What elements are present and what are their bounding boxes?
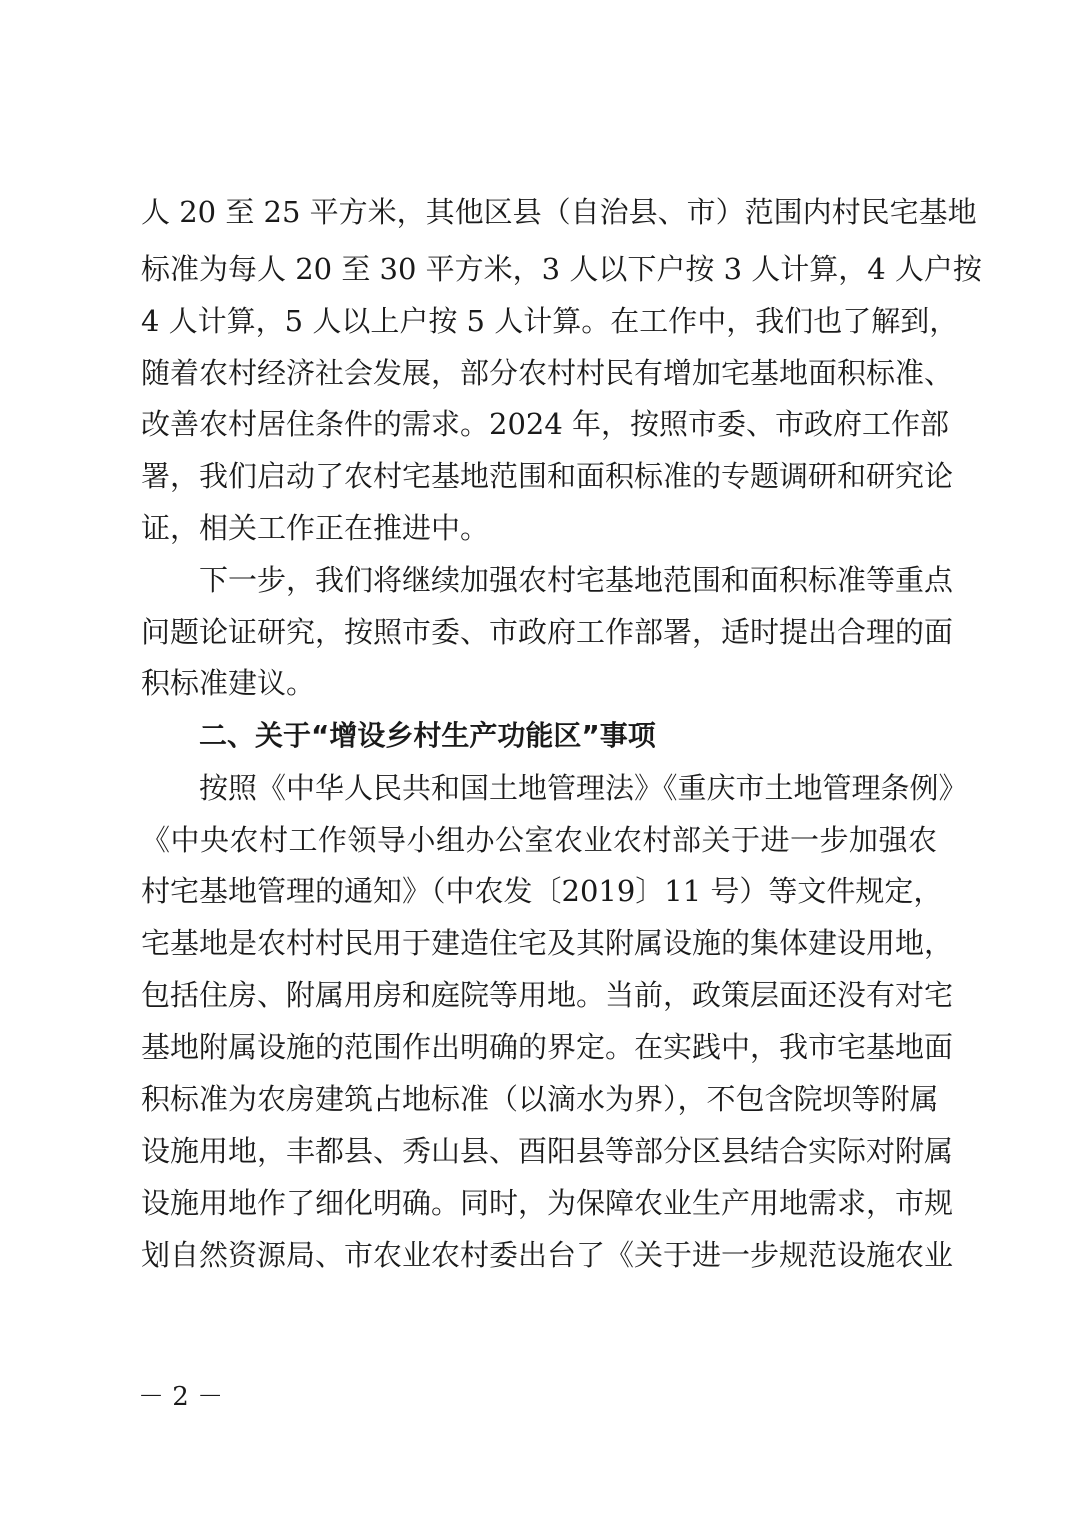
paragraph-start-line: 下一步，我们将继续加强农村宅基地范围和面积标准等重点 [199,563,954,597]
text-line: 积标准为农房建筑占地标准（以滴水为界），不包含院坝等附属 [141,1082,939,1116]
text-line: 署，我们启动了农村宅基地范围和面积标准的专题调研和研究论 [141,459,954,493]
text-line: 包括住房、附属用房和庭院等用地。当前，政策层面还没有对宅 [141,978,954,1012]
text-line: 人 20 至 25 平方米，其他区县（自治县、市）范围内村民宅基地 [141,195,977,229]
text-line: 《中央农村工作领导小组办公室农业农村部关于进一步加强农 [141,823,937,857]
text-line: 证，相关工作正在推进中。 [141,511,490,545]
text-line: 问题论证研究，按照市委、市政府工作部署，适时提出合理的面 [141,615,954,649]
text-line: 村宅基地管理的通知》（中农发〔2019〕11 号）等文件规定， [141,874,943,908]
text-line: 设施用地作了细化明确。同时，为保障农业生产用地需求，市规 [141,1186,954,1220]
text-line: 随着农村经济社会发展，部分农村村民有增加宅基地面积标准、 [141,356,954,390]
text-line: 划自然资源局、市农业农村委出台了《关于进一步规范设施农业 [141,1238,954,1272]
text-line: 4 人计算，5 人以上户按 5 人计算。在工作中，我们也了解到， [141,304,959,338]
text-line: 标准为每人 20 至 30 平方米，3 人以下户按 3 人计算，4 人户按 [141,252,982,286]
section-heading: 二、关于“增设乡村生产功能区”事项 [199,719,656,752]
page-number: － 2 － [138,1382,224,1412]
paragraph-start-line: 按照《中华人民共和国土地管理法》《重庆市土地管理条例》 [199,771,968,805]
text-line: 基地附属设施的范围作出明确的界定。在实践中，我市宅基地面 [141,1030,954,1064]
text-line: 设施用地，丰都县、秀山县、酉阳县等部分区县结合实际对附属 [141,1134,954,1168]
text-line: 积标准建议。 [141,666,316,700]
text-line: 宅基地是农村村民用于建造住宅及其附属设施的集体建设用地， [141,926,954,960]
text-line: 改善农村居住条件的需求。2024 年，按照市委、市政府工作部 [141,407,950,441]
